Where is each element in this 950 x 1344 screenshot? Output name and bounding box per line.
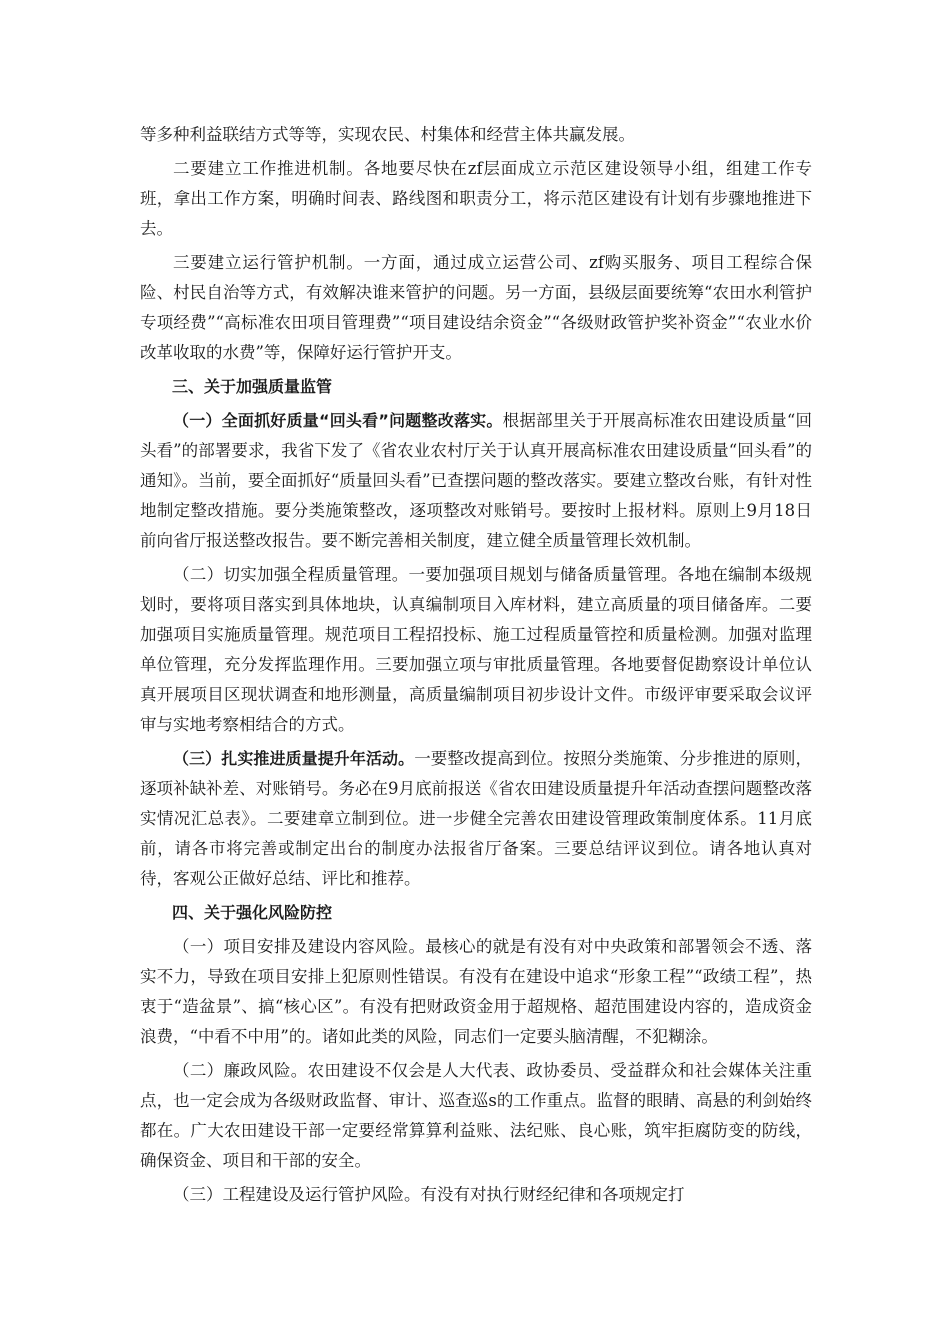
paragraph-lead: （三）扎实推进质量提升年活动。 [173, 749, 415, 768]
paragraph-text: 二要建立工作推进机制。各地要尽快在zf层面成立示范区建设领导小组，组建工作专班，拿出工作方案，明确时间表、路线图和职责分工，将示范区建设有计划有步骤地推进下去。 [140, 159, 812, 238]
document-body [140, 120, 812, 1214]
paragraph-construction-risk [140, 1180, 812, 1210]
section-heading-risk: 四、关于强化风险防控 [172, 903, 333, 922]
paragraph-integrity-risk [140, 1056, 812, 1176]
paragraph-text: 等多种利益联结方式等等，实现农民、村集体和经营主体共赢发展。 [140, 125, 635, 144]
paragraph-project-risk [140, 932, 812, 1052]
paragraph-continuation [140, 120, 812, 150]
paragraph-process-quality [140, 560, 812, 740]
paragraph-maintenance-mechanism [140, 248, 812, 368]
section-heading-quality: 三、关于加强质量监管 [172, 377, 333, 396]
paragraph-text: 一要整改提高到位。按照分类施策、分步推进的原则，逐项补缺补差、对账销号。务必在9月底前报送《省农田建设质量提升年活动查摆问题整改落实情况汇总表》。二要建章立制到位。进一步健全完善农田建设管理政策制度体系。11月底前，请各市将完善或制定出台的制度办法报省厅备案。三要总结评议到位。请各地认真对待，客观公正做好总结、评比和推荐。 [140, 749, 812, 888]
paragraph-work-mechanism [140, 154, 812, 244]
paragraph-text: （三）工程建设及运行管护风险。有没有对执行财经纪律和各项规定打 [173, 1185, 685, 1204]
paragraph-text: （一）项目安排及建设内容风险。最核心的就是有没有对中央政策和部署领会不透、落实不力，导致在项目安排上犯原则性错误。有没有在建设中追求“形象工程”“政绩工程”，热衷于“造盆景”、搞“核心区”。有没有把财政资金用于超规格、超范围建设内容的，造成资金浪费，“中看不中用”的。诸如此类的风险，同志们一定要头脑清醒，不犯糊涂。 [140, 937, 812, 1046]
paragraph-text: 三要建立运行管护机制。一方面，通过成立运营公司、zf购买服务、项目工程综合保险、村民自治等方式，有效解决谁来管护的问题。另一方面，县级层面要统筹“农田水利管护专项经费”“高标准农田项目管理费”“项目建设结余资金”“各级财政管护奖补资金”“农业水价改革收取的水费”等，保障好运行管护开支。 [140, 253, 812, 362]
paragraph-text: （二）廉政风险。农田建设不仅会是人大代表、政协委员、受益群众和社会媒体关注重点，也一定会成为各级财政监督、审计、巡查巡s的工作重点。监督的眼睛、高悬的利剑始终都在。广大农田建设干部一定要经常算算利益账、法纪账、良心账，筑牢拒腐防变的防线，确保资金、项目和干部的安全。 [140, 1061, 812, 1170]
paragraph-quality-review [140, 406, 812, 556]
paragraph-text: （二）切实加强全程质量管理。一要加强项目规划与储备质量管理。各地在编制本级规划时，要将项目落实到具体地块，认真编制项目入库材料，建立高质量的项目储备库。二要加强项目实施质量管理。规范项目工程招投标、施工过程质量管控和质量检测。加强对监理单位管理，充分发挥监理作用。三要加强立项与审批质量管理。各地要督促勘察设计单位认真开展项目区现状调查和地形测量，高质量编制项目初步设计文件。市级评审要采取会议评审与实地考察相结合的方式。 [140, 565, 812, 734]
paragraph-lead: （一）全面抓好质量“回头看”问题整改落实。 [173, 411, 503, 430]
paragraph-quality-year [140, 744, 812, 894]
paragraph-text: 根据部里关于开展高标准农田建设质量“回头看”的部署要求，我省下发了《省农业农村厅关于认真开展高标准农田建设质量“回头看”的通知》。当前，要全面抓好“质量回头看”已查摆问题的整改落实。要建立整改台账，有针对性地制定整改措施。要分类施策整改，逐项整改对账销号。要按时上报材料。原则上9月18日前向省厅报送整改报告。要不断完善相关制度，建立健全质量管理长效机制。 [140, 411, 812, 550]
